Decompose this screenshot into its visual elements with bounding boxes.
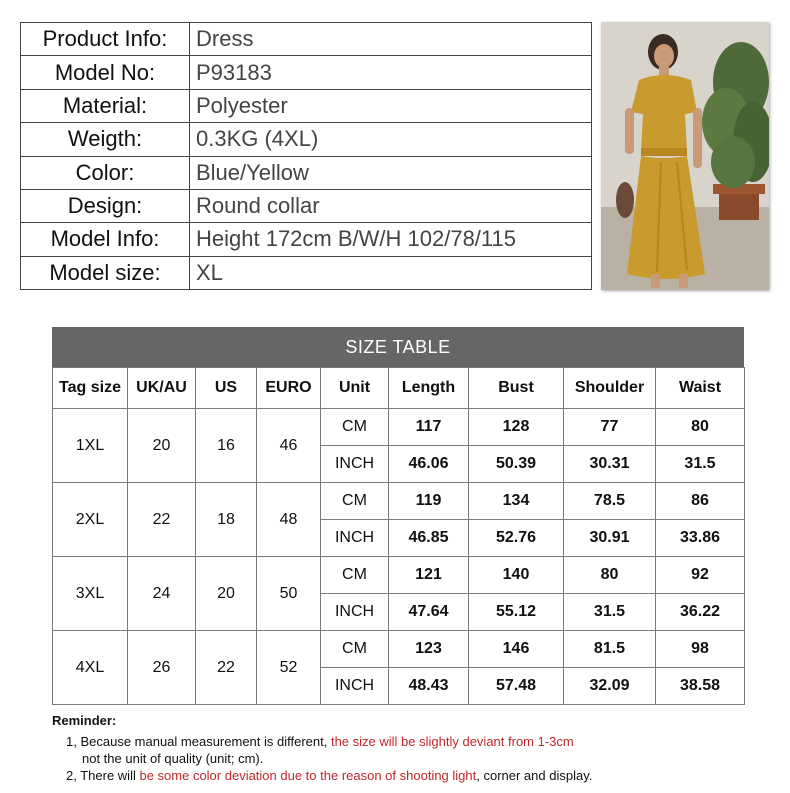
waist-cell: 98 — [656, 631, 745, 668]
bust-cell: 55.12 — [469, 594, 564, 631]
euro-cell: 46 — [257, 409, 321, 483]
uk-au-cell: 26 — [128, 631, 196, 705]
waist-cell: 31.5 — [656, 446, 745, 483]
info-label: Model Info: — [21, 223, 190, 256]
column-header: US — [196, 368, 257, 409]
reminder-section — [52, 712, 772, 784]
bust-cell: 52.76 — [469, 520, 564, 557]
reminder-line-2 — [52, 767, 772, 784]
column-header: Waist — [656, 368, 745, 409]
info-row-weight — [21, 123, 592, 156]
reminder-title: Reminder: — [52, 713, 117, 728]
length-cell: 121 — [389, 557, 469, 594]
info-label: Model size: — [21, 256, 190, 289]
column-header: UK/AU — [128, 368, 196, 409]
bust-cell: 128 — [469, 409, 564, 446]
size-table — [52, 367, 745, 705]
info-row-color — [21, 156, 592, 189]
info-value: Blue/Yellow — [190, 156, 592, 189]
model-illustration — [601, 22, 769, 290]
model-photo — [601, 22, 769, 290]
us-cell: 22 — [196, 631, 257, 705]
info-value: Polyester — [190, 89, 592, 122]
reminder-text: , corner and display. — [476, 768, 593, 783]
unit-cell: CM — [321, 409, 389, 446]
info-row-product — [21, 23, 592, 56]
unit-cell: CM — [321, 483, 389, 520]
info-row-model-no — [21, 56, 592, 89]
bust-cell: 140 — [469, 557, 564, 594]
euro-cell: 48 — [257, 483, 321, 557]
length-cell: 48.43 — [389, 668, 469, 705]
tag-size-cell: 4XL — [53, 631, 128, 705]
shoulder-cell: 78.5 — [564, 483, 656, 520]
length-cell: 117 — [389, 409, 469, 446]
bust-cell: 57.48 — [469, 668, 564, 705]
shoulder-cell: 31.5 — [564, 594, 656, 631]
shoulder-cell: 80 — [564, 557, 656, 594]
product-info-table — [20, 22, 592, 290]
info-value: XL — [190, 256, 592, 289]
length-cell: 46.85 — [389, 520, 469, 557]
reminder-text: 1, Because manual measurement is different, — [66, 734, 331, 749]
info-value: Round collar — [190, 189, 592, 222]
us-cell: 16 — [196, 409, 257, 483]
tag-size-cell: 1XL — [53, 409, 128, 483]
size-table-header — [53, 368, 745, 409]
unit-cell: INCH — [321, 594, 389, 631]
column-header: Shoulder — [564, 368, 656, 409]
uk-au-cell: 20 — [128, 409, 196, 483]
reminder-line-1-cont: not the unit of quality (unit; cm). — [82, 751, 264, 766]
euro-cell: 52 — [257, 631, 321, 705]
waist-cell: 80 — [656, 409, 745, 446]
reminder-line-1 — [52, 733, 772, 750]
table-row — [53, 631, 745, 668]
waist-cell: 86 — [656, 483, 745, 520]
unit-cell: INCH — [321, 668, 389, 705]
euro-cell: 50 — [257, 557, 321, 631]
shoulder-cell: 30.31 — [564, 446, 656, 483]
info-row-model-info — [21, 223, 592, 256]
table-row — [53, 557, 745, 594]
uk-au-cell: 24 — [128, 557, 196, 631]
shoulder-cell: 77 — [564, 409, 656, 446]
info-value: Dress — [190, 23, 592, 56]
length-cell: 123 — [389, 631, 469, 668]
info-label: Material: — [21, 89, 190, 122]
tag-size-cell: 2XL — [53, 483, 128, 557]
info-row-design — [21, 189, 592, 222]
waist-cell: 36.22 — [656, 594, 745, 631]
info-label: Weigth: — [21, 123, 190, 156]
info-label: Design: — [21, 189, 190, 222]
us-cell: 18 — [196, 483, 257, 557]
column-header: EURO — [257, 368, 321, 409]
unit-cell: CM — [321, 631, 389, 668]
column-header: Tag size — [53, 368, 128, 409]
bust-cell: 50.39 — [469, 446, 564, 483]
shoulder-cell: 81.5 — [564, 631, 656, 668]
reminder-highlight: the size will be slightly deviant from 1-3cm — [330, 734, 574, 749]
length-cell: 47.64 — [389, 594, 469, 631]
unit-cell: CM — [321, 557, 389, 594]
unit-cell: INCH — [321, 446, 389, 483]
shoulder-cell: 32.09 — [564, 668, 656, 705]
size-table-title: SIZE TABLE — [52, 327, 744, 367]
bust-cell: 146 — [469, 631, 564, 668]
column-header: Length — [389, 368, 469, 409]
bust-cell: 134 — [469, 483, 564, 520]
tag-size-cell: 3XL — [53, 557, 128, 631]
shoulder-cell: 30.91 — [564, 520, 656, 557]
waist-cell: 38.58 — [656, 668, 745, 705]
unit-cell: INCH — [321, 520, 389, 557]
reminder-text: 2, There will — [66, 768, 140, 783]
info-row-model-size — [21, 256, 592, 289]
waist-cell: 92 — [656, 557, 745, 594]
column-header: Unit — [321, 368, 389, 409]
length-cell: 46.06 — [389, 446, 469, 483]
info-label: Model No: — [21, 56, 190, 89]
info-row-material — [21, 89, 592, 122]
table-row — [53, 409, 745, 446]
reminder-highlight: be some color deviation due to the reason of shooting light — [139, 768, 477, 783]
info-value: Height 172cm B/W/H 102/78/115 — [190, 223, 592, 256]
length-cell: 119 — [389, 483, 469, 520]
info-label: Color: — [21, 156, 190, 189]
waist-cell: 33.86 — [656, 520, 745, 557]
table-row — [53, 483, 745, 520]
uk-au-cell: 22 — [128, 483, 196, 557]
us-cell: 20 — [196, 557, 257, 631]
info-label: Product Info: — [21, 23, 190, 56]
column-header: Bust — [469, 368, 564, 409]
info-value: 0.3KG (4XL) — [190, 123, 592, 156]
info-value: P93183 — [190, 56, 592, 89]
